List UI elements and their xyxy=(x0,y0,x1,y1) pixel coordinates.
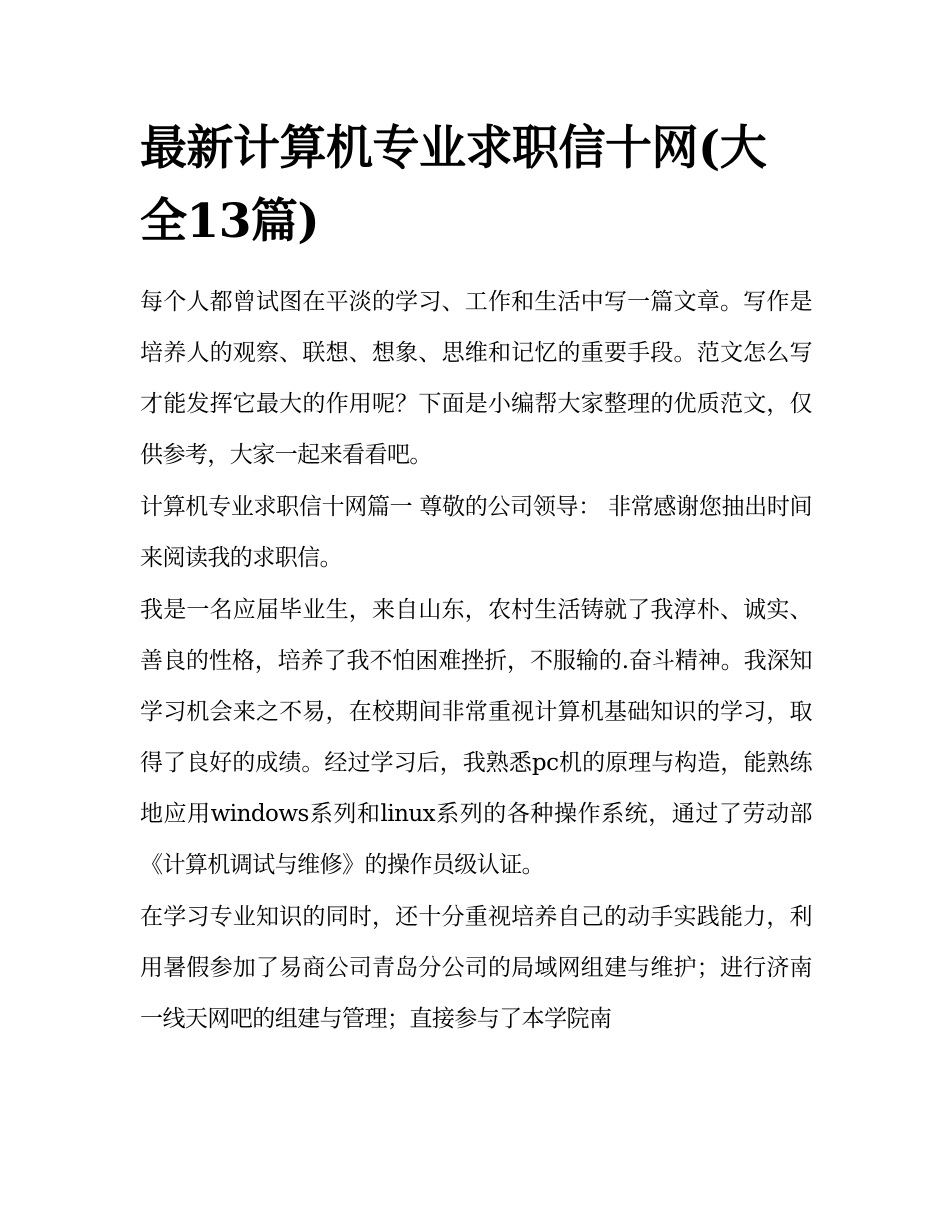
practice-paragraph: 在学习专业知识的同时，还十分重视培养自己的动手实践能力，利用暑假参加了易商公司青岛分公司的局域网组建与维护；进行济南一线天网吧的组建与管理；直接参与了本学院南 xyxy=(140,904,812,1032)
document-title: 最新计算机专业求职信十网(大全13篇) xyxy=(140,121,767,249)
document-body xyxy=(140,112,812,1046)
background-paragraph: 我是一名应届毕业生，来自山东，农村生活铸就了我淳朴、诚实、善良的性格，培养了我不怕困难挫折，不服输的.奋斗精神。我深知学习机会来之不易，在校期间非常重视计算机基础知识的学习，取得了良好的成绩。经过学习后，我熟悉pc机的原理与构造，能熟练地应用windows系列和linux系列的各种操作系统，通过了劳动部《计算机调试与维修》的操作员级认证。 xyxy=(140,597,812,878)
salutation-paragraph: 计算机专业求职信十网篇一 尊敬的公司领导： 非常感谢您抽出时间来阅读我的求职信。 xyxy=(140,494,812,571)
intro-paragraph: 每个人都曾试图在平淡的学习、工作和生活中写一篇文章。写作是培养人的观察、联想、想象、思维和记忆的重要手段。范文怎么写才能发挥它最大的作用呢？下面是小编帮大家整理的优质范文，仅供参考，大家一起来看看吧。 xyxy=(140,289,812,468)
